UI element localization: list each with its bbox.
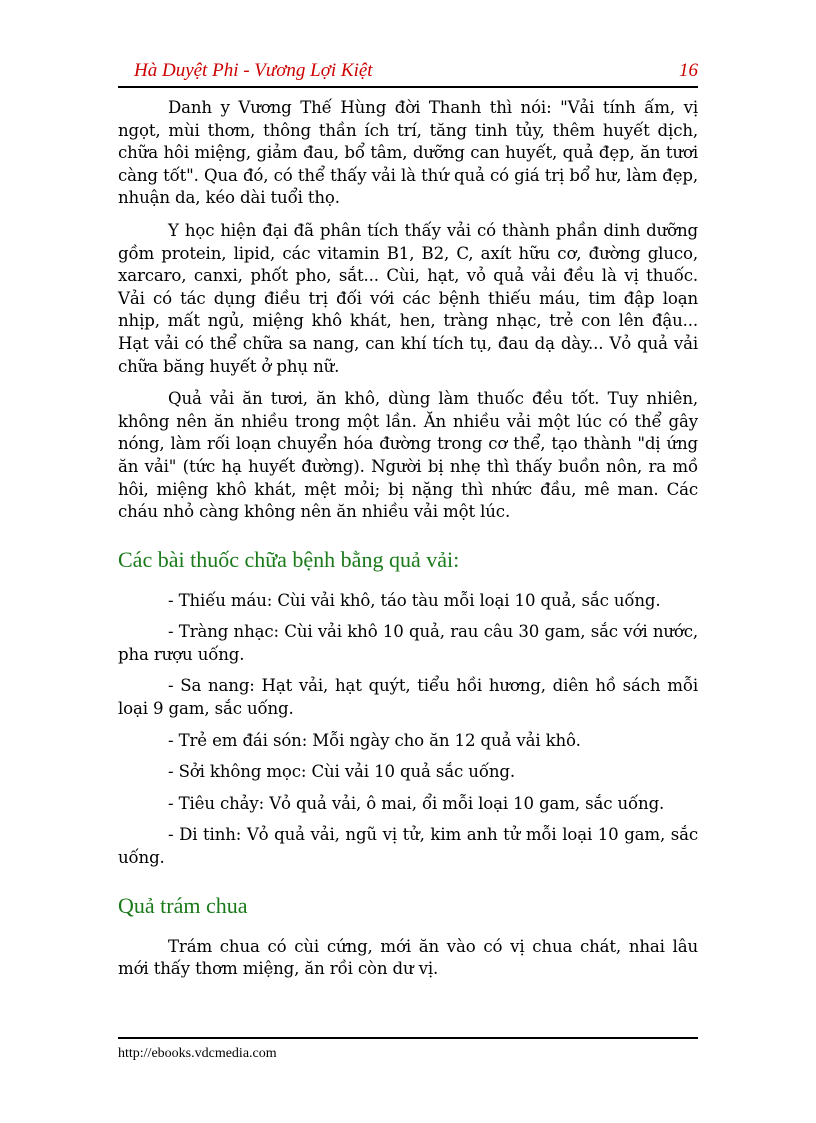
section-heading-remedies: Các bài thuốc chữa bệnh bằng quả vải: (118, 546, 460, 572)
page-content (118, 97, 698, 991)
page-footer (118, 1037, 698, 1062)
remedy-item: - Tiêu chảy: Vỏ quả vải, ô mai, ổi mỗi loại 10 gam, sắc uống. (168, 793, 665, 813)
remedy-item: - Di tinh: Vỏ quả vải, ngũ vị tử, kim anh tử mỗi loại 10 gam, sắc uống. (118, 825, 698, 868)
remedy-item: - Tràng nhạc: Cùi vải khô 10 quả, rau câu 30 gam, sắc với nước, pha rượu uống. (118, 622, 698, 664)
paragraph-tram-chua: Trám chua có cùi cứng, mới ăn vào có vị chua chát, nhai lâu mới thấy thơm miệng, ăn rồi còn dư vị. (118, 936, 698, 979)
page-header (118, 58, 698, 88)
page-number: 16 (679, 60, 698, 81)
remedy-item: - Sa nang: Hạt vải, hạt quýt, tiểu hồi hương, diên hồ sách mỗi loại 9 gam, sắc uống. (118, 676, 698, 719)
footer-url[interactable]: http://ebooks.vdcmedia.com (118, 1046, 277, 1061)
remedy-item: - Thiếu máu: Cùi vải khô, táo tàu mỗi loại 10 quả, sắc uống. (168, 590, 661, 610)
paragraph-eating-advice: Quả vải ăn tươi, ăn khô, dùng làm thuốc đều tốt. Tuy nhiên, không nên ăn nhiều trong một lần. Ăn nhiều vải một lúc có thể gây nóng, làm rối loạn chuyển hóa đường trong cơ thể, tạo thành "dị ứng ăn vải" (tức hạ huyết đường). Người bị nhẹ thì thấy buồn nôn, ra mồ hôi, miệng khô khát, mệt mỏi; bị nặng thì nhức đầu, mê man. Các cháu nhỏ càng không nên ăn nhiều vải một lúc. (118, 389, 698, 522)
paragraph-modern-medicine: Y học hiện đại đã phân tích thấy vải có thành phần dinh dưỡng gồm protein, lipid, các vitamin B1, B2, C, axít hữu cơ, đường gluco, xarcaro, canxi, phốt pho, sắt... Cùi, hạt, vỏ quả vải đều là vị thuốc. Vải có tác dụng điều trị đối với các bệnh thiếu máu, tim đập loạn nhịp, mất ngủ, miệng khô khát, hen, tràng nhạc, trẻ con lên đậu... Hạt vải có thể chữa sa nang, can khí tích tụ, đau dạ dày... Vỏ quả vải chữa băng huyết ở phụ nữ. (118, 220, 698, 376)
remedy-item: - Sởi không mọc: Cùi vải 10 quả sắc uống. (168, 762, 515, 782)
paragraph-vuong-the-hung: Danh y Vương Thế Hùng đời Thanh thì nói: "Vải tính ấm, vị ngọt, mùi thơm, thông thần ích trí, tăng tinh tủy, thêm huyết dịch, chữa hôi miệng, giảm đau, bổ tâm, dưỡng can huyết, quả đẹp, ăn tươi càng tốt". Qua đó, có thể thấy vải là thứ quả có giá trị bổ hư, làm đẹp, nhuận da, kéo dài tuổi thọ. (118, 98, 698, 208)
header-author: Hà Duyệt Phi - Vương Lợi Kiệt (134, 60, 373, 81)
section-heading-tram: Quả trám chua (118, 892, 248, 918)
remedy-item: - Trẻ em đái són: Mỗi ngày cho ăn 12 quả vải khô. (168, 730, 581, 750)
